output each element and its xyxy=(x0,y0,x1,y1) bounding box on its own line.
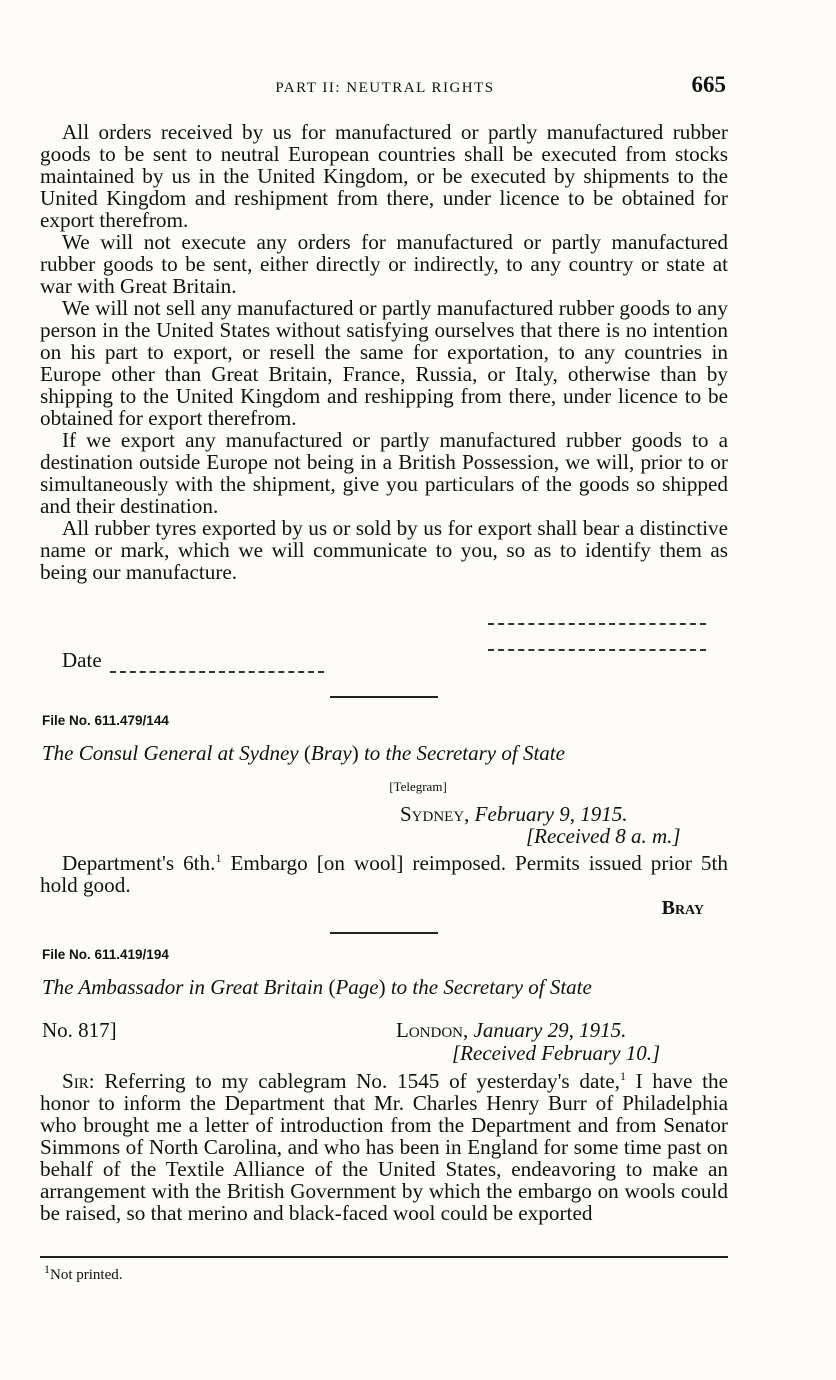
dateline-2 xyxy=(396,1018,626,1043)
agreement-paragraph-4: If we export any manufactured or partly manufactured rubber goods to a destination outside Europe not being in a British Possession, we will, prior to or simultaneously with the shipment, give you particulars of the goods so shipped and their destination. xyxy=(40,428,728,518)
footnote-marker: 1 xyxy=(44,1262,50,1276)
title-2-part-a: The Ambassador in Great Britain xyxy=(42,975,324,999)
title-1-part-b: to the Secretary of State xyxy=(358,741,565,765)
received-1: [Received 8 a. m.] xyxy=(526,824,681,848)
document-body-2 xyxy=(40,1070,728,1224)
dateline-1-place: Sydney, xyxy=(400,802,470,826)
agreement-paragraph-1: All orders received by us for manufactured or partly manufactured rubber goods to be sent to neutral European countries shall be executed from stocks maintained by us in the United Kingdom, or be executed by shipments to the United Kingdom and reshipment from there, under licence to be obtained for export therefrom. xyxy=(40,120,728,232)
file-number-1: File No. 611.479/144 xyxy=(42,713,169,728)
title-2-paren-close: ) xyxy=(378,975,386,999)
signature-line-1 xyxy=(488,613,706,625)
body-1-part-b: Embargo [on wool] reimposed. Permits issued prior 5th hold good. xyxy=(40,851,728,897)
date-label: Date xyxy=(62,648,102,672)
title-2-part-b: to the Secretary of State xyxy=(385,975,592,999)
body-2-part-b: I have the honor to inform the Department that Mr. Charles Henry Burr of Philadelphia who brought me a letter of introduction from the Department and from Senator Simmons of North Carolina, and who has been in England for some time past on behalf of the Textile Alliance of the United States, endeavoring to make an arrangement with the British Government by which the embargo on wools could be raised, so that merino and black-faced wool could be exported xyxy=(40,1069,728,1225)
agreement-paragraph-5: All rubber tyres exported by us or sold by us for export shall bear a distinctive name or mark, which we will communicate to you, so as to identify them as being our manufacture. xyxy=(40,516,728,584)
dateline-2-place: London, xyxy=(396,1018,469,1042)
title-1-paren-close: ) xyxy=(351,741,359,765)
date-line xyxy=(62,648,324,673)
received-2: [Received February 10.] xyxy=(452,1041,661,1065)
footnote-ref-2: 1 xyxy=(619,1068,626,1083)
page-number: 665 xyxy=(691,72,726,97)
section-divider-2 xyxy=(330,932,438,934)
signature-bray: Bray xyxy=(661,897,704,919)
title-1-name: Bray xyxy=(310,741,352,765)
dateline-2-date: January 29, 1915. xyxy=(473,1018,627,1042)
section-divider-1 xyxy=(330,696,438,698)
date-blank xyxy=(110,657,324,673)
signature-lines xyxy=(488,613,706,665)
dispatch-number: No. 817] xyxy=(42,1018,117,1042)
file-number-2: File No. 611.419/194 xyxy=(42,947,169,962)
page-header xyxy=(40,72,730,106)
document-title-2 xyxy=(42,975,728,1000)
agreement-text xyxy=(40,121,728,583)
footnote-text: Not printed. xyxy=(50,1267,123,1283)
title-1-paren-open: ( xyxy=(298,741,311,765)
footnote-rule xyxy=(40,1256,728,1258)
title-2-name: Page xyxy=(335,975,379,999)
agreement-paragraph-2: We will not execute any orders for manufactured or partly manufactured rubber goods to be sent, either directly or indirectly, to any country or state at war with Great Britain. xyxy=(40,230,728,298)
signature-line-2 xyxy=(488,639,706,651)
title-2-paren-open: ( xyxy=(323,975,336,999)
salutation: Sir xyxy=(62,1069,89,1093)
document-title-1 xyxy=(42,741,728,766)
agreement-paragraph-3: We will not sell any manufactured or partly manufactured rubber goods to any person in the United States without satisfying ourselves that there is no intention on his part to export, or resell the same for exportation, to any countries in Europe other than Great Britain, France, Russia, or Italy, otherwise than by shipping to the United Kingdom and reshipping from there, under licence to be obtained for export therefrom. xyxy=(40,296,728,430)
dateline-1-date: February 9, 1915. xyxy=(474,802,628,826)
title-1-part-a: The Consul General at Sydney xyxy=(42,741,299,765)
footnote-ref-1: 1 xyxy=(215,850,222,865)
footnote xyxy=(44,1262,123,1284)
telegram-label: [Telegram] xyxy=(389,779,447,794)
body-2-part-a: : Referring to my cablegram No. 1545 of yesterday's date, xyxy=(88,1069,620,1093)
document-body-1 xyxy=(40,852,728,896)
running-head: PART II: NEUTRAL RIGHTS xyxy=(275,80,495,96)
body-1-part-a: Department's 6th. xyxy=(62,851,216,875)
